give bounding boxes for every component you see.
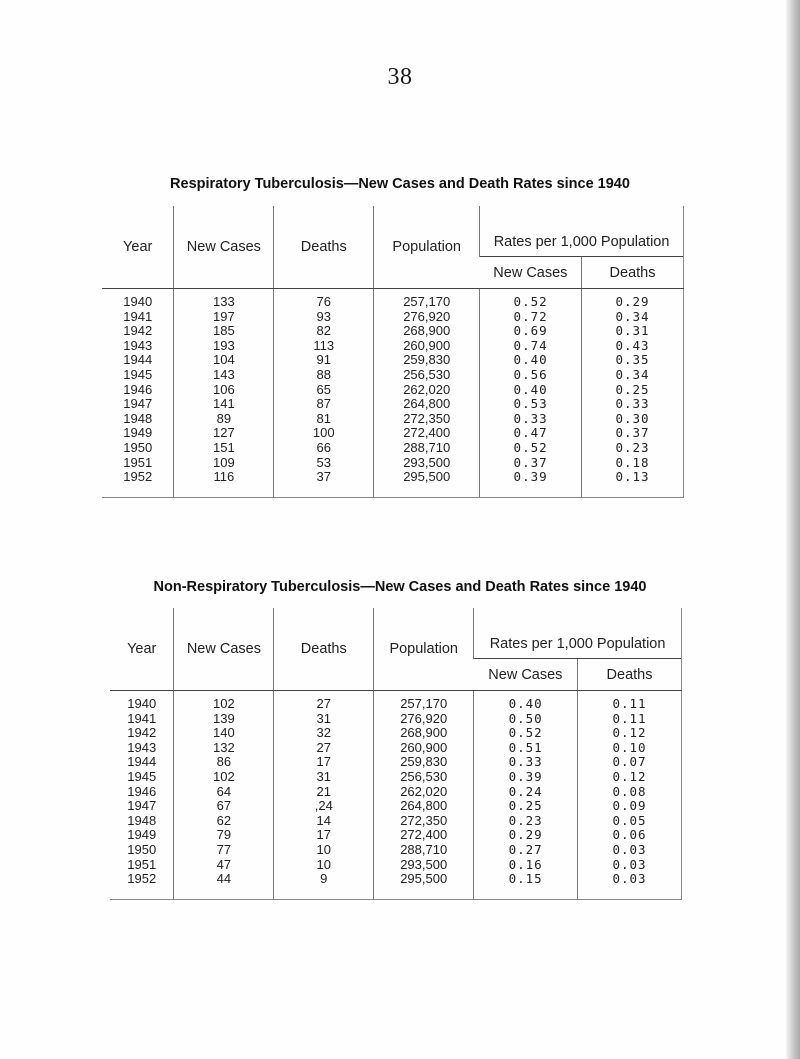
- table-row: [110, 828, 682, 843]
- cell-deaths: 10: [274, 858, 374, 873]
- cell-new-cases: 86: [174, 755, 274, 770]
- cell-rate-deaths: 0.09: [578, 799, 682, 814]
- table-row: [102, 368, 684, 383]
- cell-new-cases: 106: [174, 383, 274, 398]
- cell-population: 288,710: [374, 441, 480, 456]
- cell-deaths: 27: [274, 691, 374, 712]
- cell-year: 1951: [123, 454, 153, 470]
- cell-deaths: 17: [274, 828, 374, 843]
- cell-rate-deaths: 0.31: [582, 324, 684, 339]
- table-row: [110, 843, 682, 858]
- cell-rate-new-cases: 0.37: [480, 456, 582, 471]
- cell-new-cases: 116: [174, 470, 274, 497]
- cell-rate-deaths: 0.05: [578, 814, 682, 829]
- cell-year: 1952: [110, 872, 174, 899]
- respiratory-tb-table: [102, 206, 684, 498]
- header-new-cases: New Cases: [174, 608, 274, 691]
- cell-deaths: 76: [274, 289, 374, 310]
- cell-population: 295,500: [374, 470, 480, 497]
- cell-rate-deaths: 0.34: [582, 368, 684, 383]
- cell-rate-deaths: 0.18: [582, 456, 684, 471]
- cell-deaths: 32: [274, 726, 374, 741]
- cell-rate-new-cases: 0.16: [474, 858, 578, 873]
- cell-deaths: 9: [274, 872, 374, 899]
- table-row: [110, 799, 682, 814]
- header-year: Year: [102, 206, 174, 289]
- cell-year: 1944: [127, 754, 157, 770]
- cell-new-cases: 44: [174, 872, 274, 899]
- table-row: [110, 691, 682, 712]
- cell-rate-deaths: 0.10: [578, 741, 682, 756]
- cell-new-cases: 133: [174, 289, 274, 310]
- cell-rate-deaths: 0.03: [578, 872, 682, 899]
- cell-population: 268,900: [374, 726, 474, 741]
- cell-year: 1947: [123, 396, 153, 412]
- cell-year: 1945: [123, 366, 153, 382]
- cell-rate-new-cases: 0.51: [474, 741, 578, 756]
- cell-rate-deaths: 0.25: [582, 383, 684, 398]
- table-row: [110, 872, 682, 899]
- table-row: [110, 814, 682, 829]
- table-row: [102, 426, 684, 441]
- cell-deaths: 17: [274, 755, 374, 770]
- cell-new-cases: 141: [174, 397, 274, 412]
- cell-year: 1950: [123, 439, 153, 455]
- cell-deaths: 87: [274, 397, 374, 412]
- cell-population: 256,530: [374, 770, 474, 785]
- header-population: Population: [374, 206, 480, 289]
- table-row: [110, 741, 682, 756]
- cell-year: 1947: [127, 798, 157, 814]
- cell-rate-deaths: 0.29: [582, 289, 684, 310]
- cell-rate-new-cases: 0.74: [480, 339, 582, 354]
- header-new-cases: New Cases: [174, 206, 274, 289]
- cell-year: 1945: [127, 768, 157, 784]
- cell-rate-new-cases: 0.40: [480, 353, 582, 368]
- cell-rate-deaths: 0.12: [578, 770, 682, 785]
- table-row: [110, 712, 682, 727]
- cell-new-cases: 102: [174, 691, 274, 712]
- cell-deaths: 37: [274, 470, 374, 497]
- table-row: [110, 858, 682, 873]
- table-body: [102, 289, 684, 498]
- table-row: [102, 289, 684, 310]
- cell-new-cases: 67: [174, 799, 274, 814]
- table-row: [102, 412, 684, 427]
- cell-year: 1940: [123, 294, 153, 309]
- header-rate-deaths: Deaths: [582, 257, 684, 289]
- cell-population: 256,530: [374, 368, 480, 383]
- cell-year: 1950: [127, 841, 157, 857]
- cell-year: 1949: [127, 827, 157, 843]
- cell-deaths: 100: [274, 426, 374, 441]
- cell-rate-new-cases: 0.39: [480, 470, 582, 497]
- cell-deaths: 66: [274, 441, 374, 456]
- header-year: Year: [110, 608, 174, 691]
- cell-deaths: 14: [274, 814, 374, 829]
- cell-year: 1943: [127, 739, 157, 755]
- table-row: [102, 339, 684, 354]
- cell-year: 1948: [127, 812, 157, 828]
- cell-new-cases: 64: [174, 785, 274, 800]
- cell-deaths: 81: [274, 412, 374, 427]
- cell-year: 1940: [127, 696, 157, 711]
- cell-year: 1943: [123, 337, 153, 353]
- cell-rate-new-cases: 0.69: [480, 324, 582, 339]
- table-row: [110, 755, 682, 770]
- table-row: [102, 397, 684, 412]
- cell-deaths: 91: [274, 353, 374, 368]
- non-respiratory-tb-table: [110, 608, 682, 900]
- cell-population: 288,710: [374, 843, 474, 858]
- cell-population: 293,500: [374, 456, 480, 471]
- cell-new-cases: 151: [174, 441, 274, 456]
- cell-rate-deaths: 0.07: [578, 755, 682, 770]
- cell-new-cases: 77: [174, 843, 274, 858]
- cell-deaths: 53: [274, 456, 374, 471]
- cell-rate-new-cases: 0.56: [480, 368, 582, 383]
- cell-rate-new-cases: 0.33: [480, 412, 582, 427]
- cell-year: 1949: [123, 425, 153, 441]
- header-population: Population: [374, 608, 474, 691]
- cell-deaths: 10: [274, 843, 374, 858]
- cell-population: 295,500: [374, 872, 474, 899]
- cell-year: 1942: [123, 323, 153, 339]
- cell-deaths: 27: [274, 741, 374, 756]
- header-rates-group: Rates per 1,000 Population: [480, 206, 684, 257]
- header-rates-group: Rates per 1,000 Population: [474, 608, 682, 659]
- cell-rate-deaths: 0.11: [578, 712, 682, 727]
- cell-new-cases: 79: [174, 828, 274, 843]
- cell-new-cases: 62: [174, 814, 274, 829]
- cell-rate-new-cases: 0.40: [480, 383, 582, 398]
- cell-rate-new-cases: 0.29: [474, 828, 578, 843]
- cell-deaths: 82: [274, 324, 374, 339]
- cell-population: 257,170: [374, 289, 480, 310]
- cell-population: 257,170: [374, 691, 474, 712]
- cell-population: 272,400: [374, 426, 480, 441]
- cell-population: 272,400: [374, 828, 474, 843]
- cell-deaths: ,24: [274, 799, 374, 814]
- cell-rate-deaths: 0.34: [582, 310, 684, 325]
- cell-population: 293,500: [374, 858, 474, 873]
- cell-rate-new-cases: 0.33: [474, 755, 578, 770]
- header-rate-deaths: Deaths: [578, 659, 682, 691]
- cell-new-cases: 197: [174, 310, 274, 325]
- cell-population: 260,900: [374, 741, 474, 756]
- cell-population: 272,350: [374, 412, 480, 427]
- table-row: [110, 785, 682, 800]
- cell-population: 264,800: [374, 799, 474, 814]
- cell-rate-deaths: 0.30: [582, 412, 684, 427]
- cell-new-cases: 185: [174, 324, 274, 339]
- table-row: [110, 726, 682, 741]
- cell-deaths: 31: [274, 770, 374, 785]
- table-row: [102, 310, 684, 325]
- table-row: [102, 456, 684, 471]
- cell-year: 1946: [123, 381, 153, 397]
- cell-rate-deaths: 0.33: [582, 397, 684, 412]
- cell-population: 276,920: [374, 712, 474, 727]
- cell-year: 1941: [123, 308, 153, 324]
- cell-population: 260,900: [374, 339, 480, 354]
- cell-population: 259,830: [374, 755, 474, 770]
- header-deaths: Deaths: [274, 608, 374, 691]
- cell-rate-deaths: 0.08: [578, 785, 682, 800]
- cell-new-cases: 104: [174, 353, 274, 368]
- header-rate-new-cases: New Cases: [474, 659, 578, 691]
- cell-year: 1944: [123, 352, 153, 368]
- cell-rate-deaths: 0.12: [578, 726, 682, 741]
- cell-deaths: 21: [274, 785, 374, 800]
- table-body: [110, 691, 682, 900]
- cell-rate-deaths: 0.23: [582, 441, 684, 456]
- cell-rate-deaths: 0.11: [578, 691, 682, 712]
- cell-population: 262,020: [374, 785, 474, 800]
- cell-year: 1952: [102, 470, 174, 497]
- cell-rate-new-cases: 0.72: [480, 310, 582, 325]
- cell-rate-deaths: 0.35: [582, 353, 684, 368]
- cell-rate-new-cases: 0.52: [480, 441, 582, 456]
- cell-rate-deaths: 0.03: [578, 843, 682, 858]
- cell-year: 1946: [127, 783, 157, 799]
- cell-population: 276,920: [374, 310, 480, 325]
- table-row: [102, 470, 684, 497]
- cell-rate-deaths: 0.13: [582, 470, 684, 497]
- cell-rate-new-cases: 0.39: [474, 770, 578, 785]
- cell-rate-new-cases: 0.47: [480, 426, 582, 441]
- cell-new-cases: 127: [174, 426, 274, 441]
- cell-population: 264,800: [374, 397, 480, 412]
- cell-rate-new-cases: 0.50: [474, 712, 578, 727]
- table-title-non-respiratory: Non-Respiratory Tuberculosis—New Cases and Death Rates since 1940: [153, 579, 647, 595]
- cell-new-cases: 193: [174, 339, 274, 354]
- cell-year: 1941: [127, 710, 157, 726]
- cell-rate-new-cases: 0.27: [474, 843, 578, 858]
- cell-year: 1942: [127, 725, 157, 741]
- cell-rate-deaths: 0.06: [578, 828, 682, 843]
- table-row: [102, 324, 684, 339]
- cell-year: 1948: [123, 410, 153, 426]
- table-row: [102, 441, 684, 456]
- cell-new-cases: 140: [174, 726, 274, 741]
- cell-new-cases: 143: [174, 368, 274, 383]
- cell-rate-deaths: 0.03: [578, 858, 682, 873]
- cell-new-cases: 102: [174, 770, 274, 785]
- cell-rate-new-cases: 0.52: [480, 289, 582, 310]
- header-deaths: Deaths: [274, 206, 374, 289]
- cell-new-cases: 47: [174, 858, 274, 873]
- cell-rate-new-cases: 0.53: [480, 397, 582, 412]
- cell-rate-new-cases: 0.52: [474, 726, 578, 741]
- cell-new-cases: 89: [174, 412, 274, 427]
- cell-rate-new-cases: 0.24: [474, 785, 578, 800]
- cell-population: 268,900: [374, 324, 480, 339]
- cell-population: 272,350: [374, 814, 474, 829]
- page-edge-shadow: [786, 0, 800, 1059]
- table-row: [102, 383, 684, 398]
- table-row: [102, 353, 684, 368]
- page-number: 38: [387, 64, 413, 90]
- cell-deaths: 88: [274, 368, 374, 383]
- cell-new-cases: 109: [174, 456, 274, 471]
- cell-deaths: 93: [274, 310, 374, 325]
- cell-rate-new-cases: 0.25: [474, 799, 578, 814]
- cell-new-cases: 139: [174, 712, 274, 727]
- cell-deaths: 65: [274, 383, 374, 398]
- table-row: [110, 770, 682, 785]
- cell-year: 1951: [127, 856, 157, 872]
- cell-rate-new-cases: 0.40: [474, 691, 578, 712]
- cell-rate-new-cases: 0.15: [474, 872, 578, 899]
- cell-deaths: 113: [274, 339, 374, 354]
- header-rate-new-cases: New Cases: [480, 257, 582, 289]
- cell-rate-new-cases: 0.23: [474, 814, 578, 829]
- cell-new-cases: 132: [174, 741, 274, 756]
- cell-rate-deaths: 0.43: [582, 339, 684, 354]
- cell-population: 262,020: [374, 383, 480, 398]
- table-title-respiratory: Respiratory Tuberculosis—New Cases and Death Rates since 1940: [170, 176, 630, 192]
- cell-rate-deaths: 0.37: [582, 426, 684, 441]
- cell-deaths: 31: [274, 712, 374, 727]
- cell-population: 259,830: [374, 353, 480, 368]
